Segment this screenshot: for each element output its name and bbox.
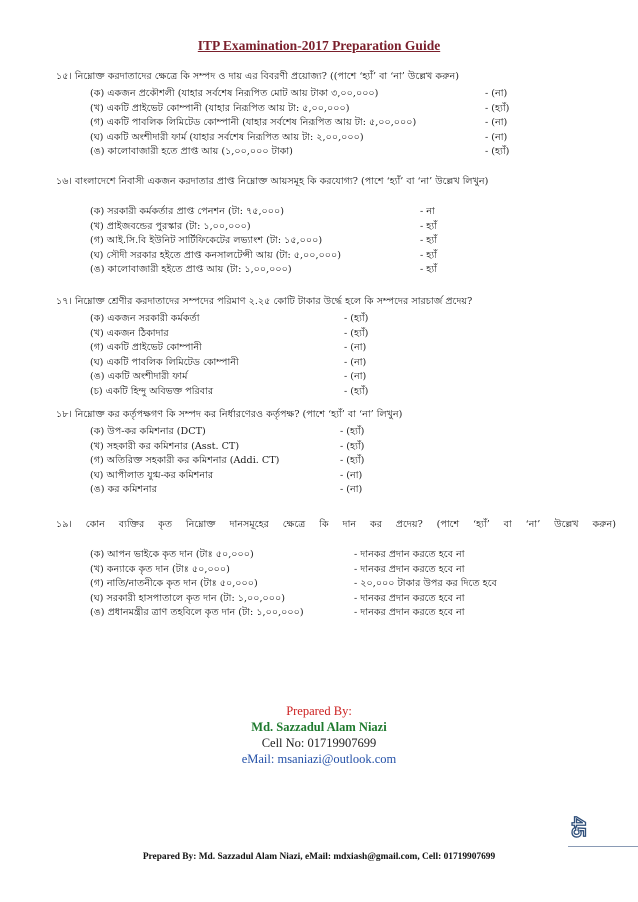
item-answer: - (হ্যাঁ) [344,313,369,324]
author-name: Md. Sazzadul Alam Niazi [251,720,387,734]
item-label: (খ) কন্যাকে কৃত দান (টাঃ ৫০,০০০) [90,563,230,575]
list-item [90,234,638,249]
question-15 [56,70,616,158]
item-label: (ঘ) আপীলাত যুগ্ম-কর কমিশনার [90,469,214,481]
list-item [90,425,638,440]
item-answer: - (হ্যাঁ) [340,455,365,467]
list-item [90,606,638,621]
list-item [90,116,638,131]
item-answer: - (হ্যাঁ) [340,440,365,452]
list-item [90,102,638,117]
list-item [90,249,638,264]
list-item [90,385,638,400]
author-email: eMail: msaniazi@outlook.com [241,752,397,766]
item-answer: - হ্যাঁ [420,264,437,276]
item-label: (ঘ) সরকারী হাসপাতালে কৃত দান (টা: ১,০০,০০০) [90,592,285,604]
question-18 [56,408,616,496]
list-item [90,312,638,327]
list-item [90,563,638,578]
item-answer: - (হ্যাঁ) [485,102,510,114]
item-label: (ঘ) একটি অংশীদারী ফার্ম (যাহার সর্বশেষ নিরূপিত আয় টা: ২,০০,০০০) [90,131,364,143]
item-label: (ঙ) একটি অংশীদারী ফার্ম [90,371,188,383]
list-item [90,220,638,235]
item-label: (খ) সহকারী কর কমিশনার (Asst. CT) [90,440,240,452]
item-answer: - (না) [340,469,363,481]
question-15-items [90,87,638,160]
item-answer: - (না) [485,131,508,143]
page-number-rule [568,846,638,847]
list-item [90,577,638,592]
item-answer: - ২০,০০০ টাকার উপর কর দিতে হবে [354,578,497,590]
item-label: (ঙ) কালোবাজারী হতে প্রাপ্ত আয় (১,০০,০০০ টাকা) [90,146,293,158]
item-answer: - (না) [344,371,367,383]
item-label: (ঘ) একটি পাবলিক লিমিটেড কোম্পানী [90,356,239,368]
item-label: (ক) উপ-কর কমিশনার (DCT) [90,426,206,437]
item-label: (ক) একজন প্রকৌশলী (যাহার সর্বশেষ নিরূপিত মোট আয় টাকা ৩,০০,০০০) [90,88,379,99]
list-item [90,341,638,356]
item-label: (গ) অতিরিক্ত সহকারী কর কমিশনার (Addi. CT) [90,455,280,467]
item-label: (ঙ) প্রধানমন্ত্রীর ত্রাণ তহবিলে কৃত দান (টা: ১,০০,০০০) [90,607,304,619]
list-item [90,205,638,220]
question-16-items [90,205,638,278]
page-footer: Prepared By: Md. Sazzadul Alam Niazi, eMail: mdxiash@gmail.com, Cell: 01719907699 [142,852,496,862]
item-answer: - দানকর প্রদান করতে হবে না [354,563,465,575]
item-label: (খ) প্রাইজবন্ডের পুরস্কার (টা: ১,০০,০০০) [90,220,251,232]
item-label: (ক) একজন সরকারী কর্মকর্তা [90,313,200,324]
list-item [90,356,638,371]
item-answer: - হ্যাঁ [420,249,437,261]
question-18-items [90,425,638,498]
list-item [90,548,638,563]
question-19-items [90,548,638,621]
list-item [90,145,638,160]
question-17-items [90,312,638,400]
item-label: (গ) নাতি/নাতনীকে কৃত দান (টাঃ ৫০,০০০) [90,578,258,590]
item-label: (গ) আই.সি.বি ইউনিট সার্টিফিকেটের লভ্যাংশ (টা: ১৫,০০০) [90,235,323,247]
document-title: ITP Examination-2017 Preparation Guide [197,38,441,53]
prepared-by-label: Prepared By: [286,704,352,718]
item-answer: - (না) [485,88,508,99]
item-answer: - (হ্যাঁ) [340,426,365,437]
item-answer: - (না) [344,342,367,354]
question-19 [56,518,616,619]
item-answer: - (হ্যাঁ) [485,146,510,158]
item-label: (ক) আপন ভাইকে কৃত দান (টাঃ ৫০,০০০) [90,549,254,560]
question-17-text: ১৭। নিম্নোক্ত শ্রেণীর করদাতাদের সম্পদের পরিমাণ ২.২৫ কোটি টাকার উর্দ্ধে হলে কি সম্পদের সারচার্জ প্রদেয়? [56,296,473,307]
question-17 [56,295,616,397]
item-answer: - (হ্যাঁ) [344,385,369,397]
list-item [90,263,638,278]
list-item [90,454,638,469]
item-label: (খ) একটি প্রাইভেট কোম্পানী (যাহার নিরূপিত আয় টা: ৫,০০,০০০) [90,102,350,114]
item-answer: - দানকর প্রদান করতে হবে না [354,592,465,604]
list-item [90,440,638,455]
item-label: (গ) একটি প্রাইভেট কোম্পানী [90,342,202,354]
item-answer: - না [420,206,435,217]
list-item [90,327,638,342]
item-answer: - দানকর প্রদান করতে হবে না [354,607,465,619]
item-answer: - (হ্যাঁ) [344,327,369,339]
item-label: (ঘ) সৌদী সরকার হইতে প্রাপ্ত কনসালটেন্সী আয় (টা: ৫,০০,০০০) [90,249,342,261]
question-19-text: ১৯। কোন ব্যক্তির কৃত নিম্নোক্ত দানসমূহের ক্ষেত্রে কি দান কর প্রদেয়? (পাশে ‘হ্যাঁ’ বা ‘না’ উল্লেখ করুন) [56,519,616,530]
list-item [90,483,638,498]
list-item [90,87,638,102]
page-number: 45 [567,816,588,838]
item-label: (চ) একটি হিন্দু অবিভক্ত পরিবার [90,385,214,397]
item-label: (ঙ) কর কমিশনার [90,484,157,496]
item-label: (ঙ) কালোবাজারী হইতে প্রাপ্ত আয় (টা: ১,০০,০০০) [90,264,292,276]
list-item [90,592,638,607]
item-answer: - (না) [340,484,363,496]
item-answer: - দানকর প্রদান করতে হবে না [354,549,465,560]
item-answer: - (না) [485,117,508,129]
question-18-text: ১৮। নিম্নোক্ত কর কর্তৃপক্ষগণ কি সম্পদ কর নির্ধারণেরও কর্তৃপক্ষ? (পাশে ‘হ্যাঁ’ বা ‘না’ লিখুন) [56,409,403,420]
list-item [90,131,638,146]
item-label: (ক) সরকারী কর্মকর্তার প্রাপ্ত পেনশন (টা: ৭৫,০০০) [90,206,284,217]
list-item [90,370,638,385]
question-15-text: ১৫। নিম্নোক্ত করদাতাদের ক্ষেত্রে কি সম্পদ ও দায় এর বিবরণী প্রয়োজ্য? ((পাশে ‘হ্যাঁ’ বা ‘না’ উল্লেখ করুন) [56,71,459,82]
list-item [90,469,638,484]
item-label: (খ) একজন ঠিকাদার [90,327,169,339]
question-16 [56,175,616,276]
author-cell: Cell No: 01719907699 [261,736,377,750]
item-answer: - (না) [344,356,367,368]
item-answer: - হ্যাঁ [420,220,437,232]
question-16-text: ১৬। বাংলাদেশে নিবাসী একজন করদাতার প্রাপ্ত নিম্নোক্ত আয়সমূহ কি করযোগ্য? (পাশে ‘হ্যাঁ’ বা ‘না’ উল্লেখ লিখুন) [56,176,489,187]
item-label: (গ) একটি পাবলিক লিমিটেড কোম্পানী (যাহার সর্বশেষ নিরূপিত আয় টা: ৫,০০,০০০) [90,117,417,129]
item-answer: - হ্যাঁ [420,235,437,247]
